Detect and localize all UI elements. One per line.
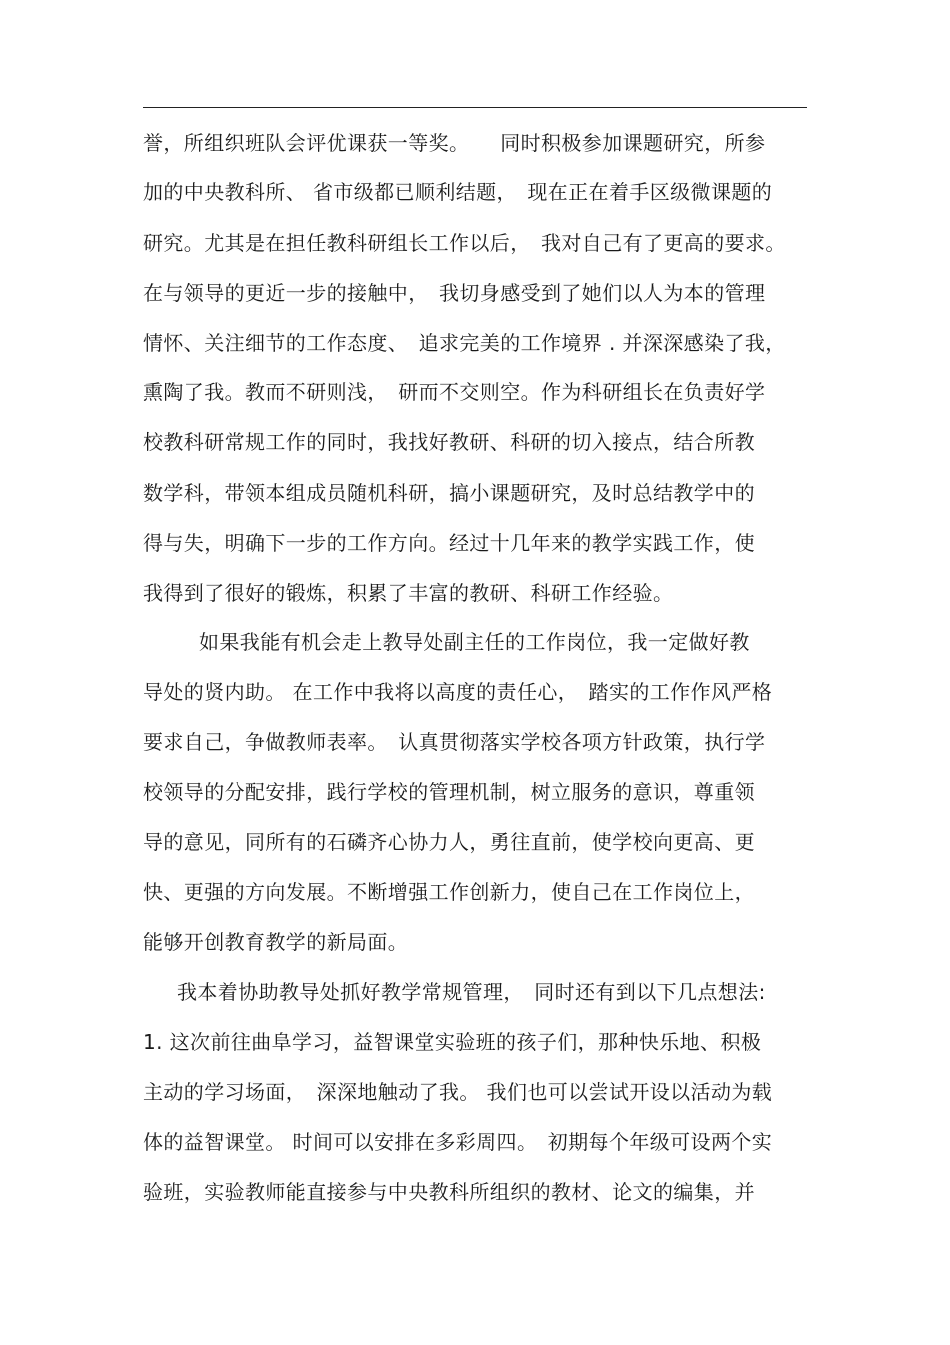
text-line: 校领导的分配安排，践行学校的管理机制，树立服务的意识，尊重领 — [143, 780, 755, 804]
text-line: 导的意见，同所有的石磷齐心协力人，勇往直前，使学校向更高、更 — [143, 830, 755, 854]
text-line: 要求自己，争做教师表率。 认真贯彻落实学校各项方针政策，执行学 — [143, 730, 766, 754]
text-line: 情怀、关注细节的工作态度、 追求完美的工作境界 . 并深深感染了我， — [143, 331, 786, 355]
text-line: 得与失，明确下一步的工作方向。经过十几年来的教学实践工作，使 — [143, 531, 755, 555]
text-line: 能够开创教育教学的新局面。 — [143, 930, 409, 954]
text-line: 验班，实验教师能直接参与中央教科所组织的教材、论文的编集，并 — [143, 1180, 755, 1204]
paragraph-first-line: 我本着协助教导处抓好教学常规管理， 同时还有到以下几点想法: — [177, 980, 766, 1004]
text-line: 体的益智课堂。 时间可以安排在多彩周四。 初期每个年级可设两个实 — [143, 1130, 773, 1154]
text-line: 校教科研常规工作的同时，我找好教研、科研的切入接点，结合所教 — [143, 430, 755, 454]
text-line: 加的中央教科所、 省市级都已顺利结题， 现在正在着手区级微课题的 — [143, 180, 773, 204]
text-line: 主动的学习场面， 深深地触动了我。 我们也可以尝试开设以活动为载 — [143, 1080, 773, 1104]
text-line: 我得到了很好的锻炼，积累了丰富的教研、科研工作经验。 — [143, 581, 674, 605]
text-line: 熏陶了我。教而不研则浅， 研而不交则空。作为科研组长在负责好学 — [143, 380, 766, 404]
list-item-1: 1. 这次前往曲阜学习，益智课堂实验班的孩子们，那种快乐地、积极 — [143, 1030, 762, 1054]
paragraph-first-line: 如果我能有机会走上教导处副主任的工作岗位，我一定做好教 — [199, 630, 750, 654]
text-line: 誉，所组织班队会评优课获一等奖。 同时积极参加课题研究，所参 — [143, 131, 766, 155]
text-line: 在与领导的更近一步的接触中， 我切身感受到了她们以人为本的管理 — [143, 281, 766, 305]
text-line: 研究。尤其是在担任教科研组长工作以后， 我对自己有了更高的要求。 — [143, 231, 786, 255]
text-line: 数学科，带领本组成员随机科研，搞小课题研究，及时总结教学中的 — [143, 481, 755, 505]
header-rule — [143, 107, 807, 108]
text-line: 导处的贤内助。 在工作中我将以高度的责任心， 踏实的工作作风严格 — [143, 680, 773, 704]
text-line: 快、更强的方向发展。不断增强工作创新力，使自己在工作岗位上， — [143, 880, 755, 904]
